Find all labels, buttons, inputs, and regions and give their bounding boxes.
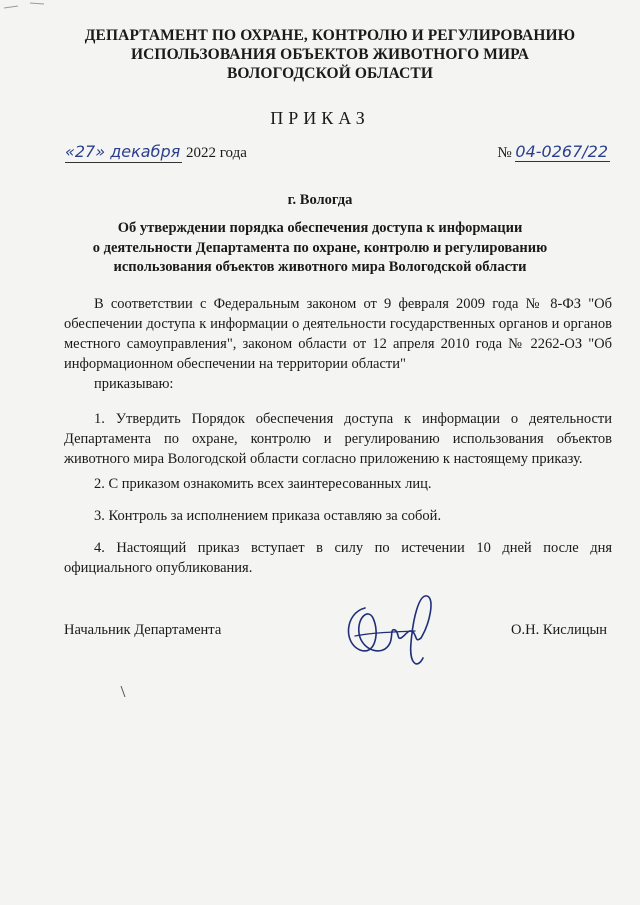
scan-mark xyxy=(0,0,60,14)
order-item-2: 2. С приказом ознакомить всех заинтересованных лиц. xyxy=(94,476,432,492)
signatory-name: О.Н. Кислицын xyxy=(511,622,607,638)
header-line-2: ИСПОЛЬЗОВАНИЯ ОБЪЕКТОВ ЖИВОТНОГО МИРА xyxy=(130,46,530,63)
order-item-4: 4. Настоящий приказ вступает в силу по истечении 10 дней после дня официального опубликования. xyxy=(64,540,612,576)
department-header xyxy=(60,26,600,83)
number-prefix: № xyxy=(497,145,512,161)
document-type: ПРИКАЗ xyxy=(270,108,370,128)
preamble-paragraph: В соответствии с Федеральным законом от 9 февраля 2009 года № 8-ФЗ "Об обеспечении доступа к информации о деятельности государственных органов и органов местного самоуправления", законом области от 12 апреля 2010 года № 2262-ОЗ "Об информационном обеспечении на территории области" xyxy=(64,296,612,372)
signatory-position: Начальник Департамента xyxy=(64,622,222,638)
order-word: приказываю: xyxy=(94,376,174,392)
title-line-2: о деятельности Департамента по охране, контролю и регулированию xyxy=(92,239,548,256)
order-title xyxy=(80,219,560,278)
scan-tick xyxy=(120,685,128,699)
handwritten-number: 04-0267/22 xyxy=(515,142,608,161)
order-number xyxy=(497,142,610,162)
title-line-3: использования объектов животного мира Вологодской области xyxy=(113,259,527,275)
title-line-1: Об утверждении порядка обеспечения доступа к информации xyxy=(117,220,523,236)
order-item-1: 1. Утвердить Порядок обеспечения доступа к информации о деятельности Департамента по охране, контролю и регулированию использования объектов животного мира Вологодской области согласно приложению к настоящему приказу. xyxy=(64,411,612,467)
order-date xyxy=(65,142,247,163)
city: г. Вологда xyxy=(287,192,353,208)
handwritten-date: «27» декабря xyxy=(65,142,181,161)
header-line-3: ВОЛОГОДСКОЙ ОБЛАСТИ xyxy=(226,65,434,82)
order-item-3: 3. Контроль за исполнением приказа оставляю за собой. xyxy=(94,508,442,524)
date-year: 2022 года xyxy=(185,145,247,161)
header-line-1: ДЕПАРТАМЕНТ ПО ОХРАНЕ, КОНТРОЛЮ И РЕГУЛИРОВАНИЮ xyxy=(84,27,576,44)
handwritten-signature xyxy=(335,588,450,673)
